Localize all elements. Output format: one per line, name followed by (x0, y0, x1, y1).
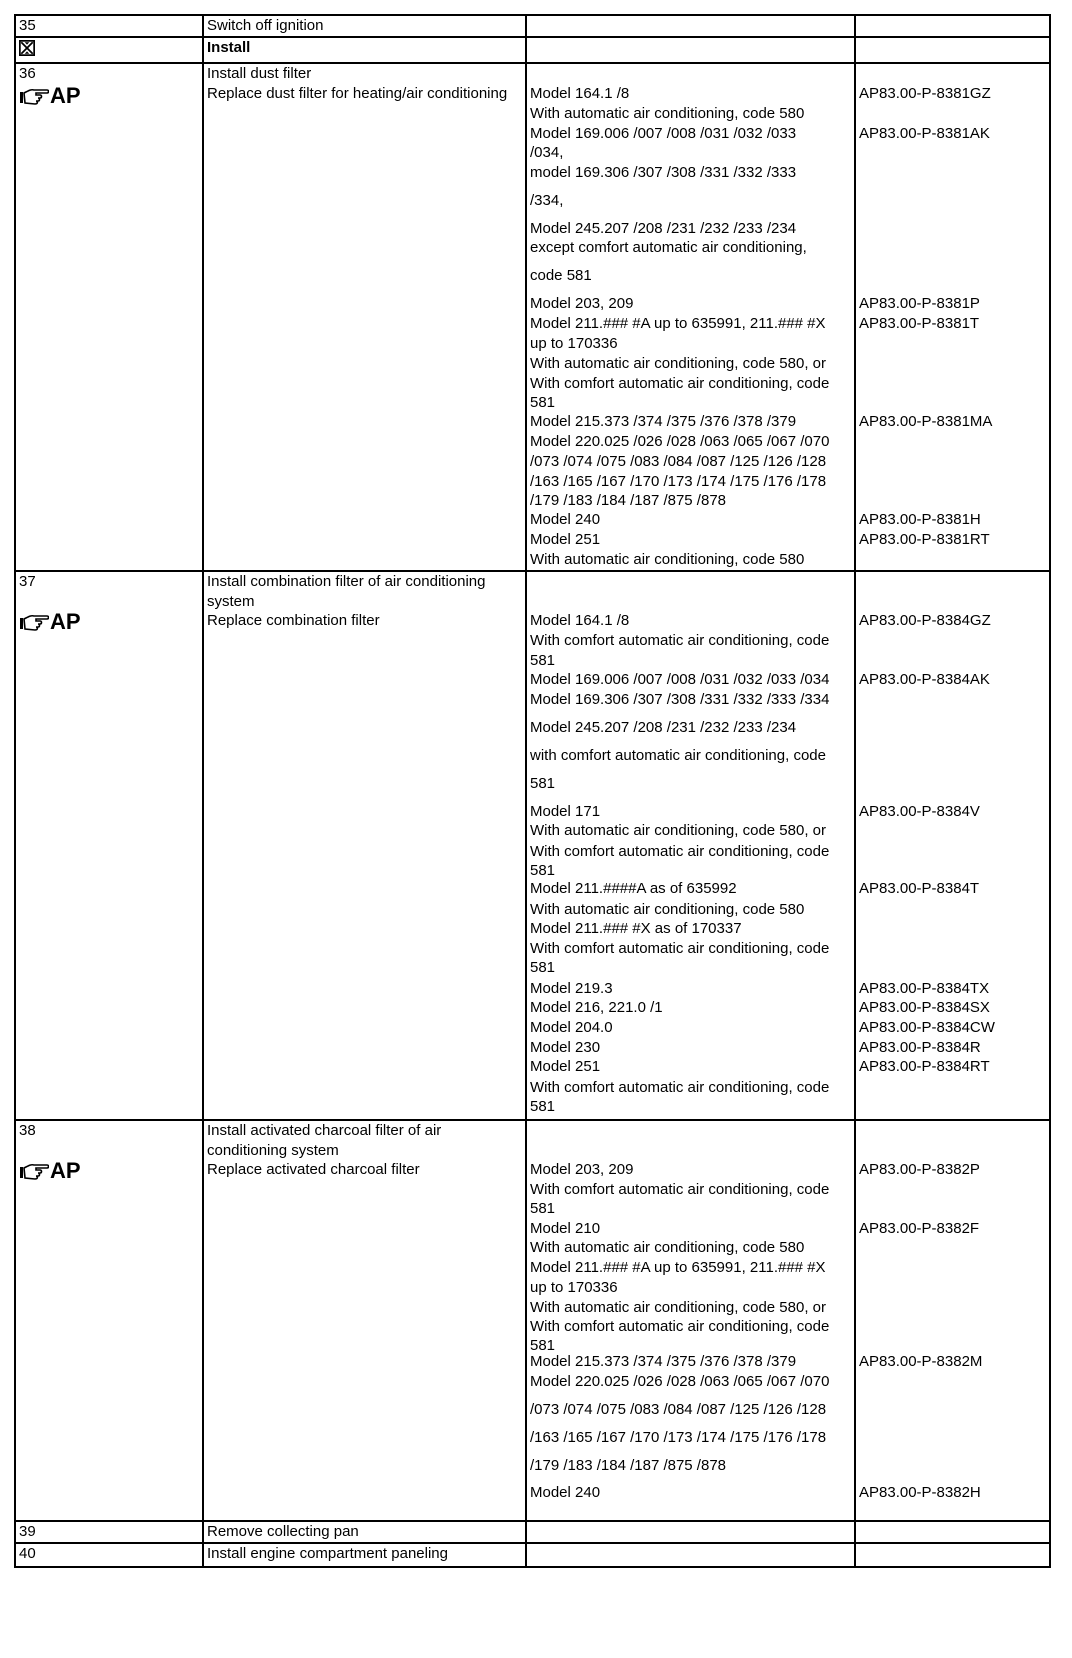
model-line: With comfort automatic air conditioning, code (530, 1318, 830, 1335)
model-line: Model 211.####A as of 635992 (530, 880, 737, 897)
model-line: With automatic air conditioning, code 580, or (530, 822, 826, 839)
model-cell (526, 63, 855, 571)
model-line: except comfort automatic air conditioning, (530, 239, 807, 256)
step-text: Remove collecting pan (203, 1521, 526, 1543)
model-line: Model 164.1 /8 (530, 612, 630, 629)
model-line: Model 240 (530, 1484, 601, 1501)
install-symbol-icon (19, 40, 35, 56)
model-line: Model 215.373 /374 /375 /376 /378 /379 (530, 413, 797, 430)
step-text: Switch off ignition (203, 15, 526, 37)
model-line: Model 251 (530, 1058, 601, 1075)
reference-cell (855, 1543, 1050, 1567)
model-line: Model 240 (530, 511, 601, 528)
step-number: 37 AP (15, 571, 203, 1120)
reference-code: AP83.00-P-8382M (859, 1353, 983, 1370)
step-text: Install engine compartment paneling (203, 1543, 526, 1567)
model-line: 581 (530, 1200, 556, 1217)
model-line: Model 164.1 /8 (530, 85, 630, 102)
pointing-hand-icon (19, 86, 49, 106)
model-line: Model 203, 209 (530, 295, 634, 312)
model-line: 581 (530, 394, 556, 411)
reference-cell (855, 1120, 1050, 1521)
model-line: Model 211.### #X as of 170337 (530, 920, 742, 937)
model-line: up to 170336 (530, 1279, 618, 1296)
reference-code: AP83.00-P-8381GZ (859, 85, 991, 102)
reference-code: AP83.00-P-8381RT (859, 531, 990, 548)
model-line: code 581 (530, 267, 592, 284)
step-number: 40 (15, 1543, 203, 1567)
model-line: Model 203, 209 (530, 1161, 634, 1178)
model-line: 581 (530, 1337, 556, 1354)
reference-code: AP83.00-P-8382F (859, 1220, 980, 1237)
ap-reference-marker: AP (19, 84, 81, 108)
model-line: /334, (530, 192, 564, 209)
model-line: /179 /183 /184 /187 /875 /878 (530, 492, 727, 509)
model-line: /073 /074 /075 /083 /084 /087 /125 /126 /128 (530, 453, 827, 470)
pointing-hand-icon (19, 612, 49, 632)
ap-reference-marker: AP (19, 610, 81, 634)
table-row (15, 63, 1050, 571)
reference-code: AP83.00-P-8382H (859, 1484, 981, 1501)
table-row (15, 571, 1050, 1120)
step-number (15, 37, 203, 63)
model-line: Model 211.### #A up to 635991, 211.### #X (530, 1259, 826, 1276)
model-line: With comfort automatic air conditioning, code (530, 375, 830, 392)
model-line: Model 210 (530, 1220, 601, 1237)
pointing-hand-icon (19, 1161, 49, 1181)
model-cell (526, 1521, 855, 1543)
model-line: With automatic air conditioning, code 580 (530, 1239, 805, 1256)
table-row (15, 1521, 1050, 1543)
model-line: /034, (530, 144, 564, 161)
model-line: Model 230 (530, 1039, 601, 1056)
model-line: Model 220.025 /026 /028 /063 /065 /067 /070 (530, 433, 830, 450)
model-line: Model 169.306 /307 /308 /331 /332 /333 /334 (530, 691, 830, 708)
reference-code: AP83.00-P-8384RT (859, 1058, 990, 1075)
table-row (15, 37, 1050, 63)
model-line: Model 169.006 /007 /008 /031 /032 /033 (530, 125, 797, 142)
model-line: Model 220.025 /026 /028 /063 /065 /067 /070 (530, 1373, 830, 1390)
reference-code: AP83.00-P-8381MA (859, 413, 993, 430)
table-row (15, 1120, 1050, 1521)
step-number: 36 AP (15, 63, 203, 571)
model-line: /073 /074 /075 /083 /084 /087 /125 /126 /128 (530, 1401, 827, 1418)
table-row (15, 15, 1050, 37)
reference-cell (855, 63, 1050, 571)
reference-cell (855, 37, 1050, 63)
model-line: With automatic air conditioning, code 580 (530, 901, 805, 918)
procedure-table (14, 14, 1051, 1568)
reference-code: AP83.00-P-8384SX (859, 999, 990, 1016)
model-line: Model 219.3 (530, 980, 613, 997)
step-number: 38 AP (15, 1120, 203, 1521)
model-line: 581 (530, 775, 556, 792)
reference-cell (855, 15, 1050, 37)
model-line: With automatic air conditioning, code 580 (530, 551, 805, 568)
reference-code: AP83.00-P-8384TX (859, 980, 990, 997)
model-line: With automatic air conditioning, code 580, or (530, 355, 826, 372)
reference-code: AP83.00-P-8384GZ (859, 612, 991, 629)
model-line: Model 245.207 /208 /231 /232 /233 /234 (530, 719, 797, 736)
reference-code: AP83.00-P-8381T (859, 315, 980, 332)
step-text: Install dust filter Replace dust filter for heating/air conditioning (203, 63, 526, 571)
model-line: Model 245.207 /208 /231 /232 /233 /234 (530, 220, 797, 237)
model-line: /179 /183 /184 /187 /875 /878 (530, 1457, 727, 1474)
step-number: 35 (15, 15, 203, 37)
model-line: Model 211.### #A up to 635991, 211.### #X (530, 315, 826, 332)
model-cell (526, 37, 855, 63)
table-row (15, 1543, 1050, 1567)
model-line: With automatic air conditioning, code 580, or (530, 1299, 826, 1316)
model-line: up to 170336 (530, 335, 618, 352)
reference-code: AP83.00-P-8381H (859, 511, 981, 528)
model-line: With comfort automatic air conditioning, code (530, 1181, 830, 1198)
reference-code: AP83.00-P-8381AK (859, 125, 990, 142)
model-line: 581 (530, 1098, 556, 1115)
model-line: with comfort automatic air conditioning, code (530, 747, 826, 764)
model-line: Model 169.006 /007 /008 /031 /032 /033 /034 (530, 671, 830, 688)
step-text: Install activated charcoal filter of air conditioning system Replace activated charcoal filter (203, 1120, 526, 1521)
model-line: 581 (530, 862, 556, 879)
ap-reference-marker: AP (19, 1159, 81, 1183)
reference-code: AP83.00-P-8384CW (859, 1019, 995, 1036)
reference-cell (855, 1521, 1050, 1543)
model-line: With comfort automatic air conditioning, code (530, 632, 830, 649)
model-line: 581 (530, 652, 556, 669)
procedure-page (14, 14, 1049, 1647)
model-line: 581 (530, 959, 556, 976)
model-line: Model 216, 221.0 /1 (530, 999, 663, 1016)
model-line: Model 204.0 (530, 1019, 613, 1036)
step-text: Install combination filter of air conditioning system Replace combination filter (203, 571, 526, 1120)
model-line: With automatic air conditioning, code 580 (530, 105, 805, 122)
model-cell (526, 15, 855, 37)
model-line: Model 215.373 /374 /375 /376 /378 /379 (530, 1353, 797, 1370)
reference-code: AP83.00-P-8384T (859, 880, 980, 897)
model-line: With comfort automatic air conditioning, code (530, 843, 830, 860)
step-text: Install (203, 37, 526, 63)
model-line: /163 /165 /167 /170 /173 /174 /175 /176 /178 (530, 473, 827, 490)
reference-code: AP83.00-P-8384AK (859, 671, 990, 688)
model-line: Model 171 (530, 803, 601, 820)
model-line: With comfort automatic air conditioning, code (530, 1079, 830, 1096)
model-cell (526, 1120, 855, 1521)
reference-code: AP83.00-P-8384R (859, 1039, 981, 1056)
model-line: /163 /165 /167 /170 /173 /174 /175 /176 /178 (530, 1429, 827, 1446)
reference-code: AP83.00-P-8382P (859, 1161, 980, 1178)
model-cell (526, 1543, 855, 1567)
model-cell (526, 571, 855, 1120)
model-line: Model 251 (530, 531, 601, 548)
reference-cell (855, 571, 1050, 1120)
model-line: model 169.306 /307 /308 /331 /332 /333 (530, 164, 797, 181)
step-number: 39 (15, 1521, 203, 1543)
reference-code: AP83.00-P-8381P (859, 295, 980, 312)
model-line: With comfort automatic air conditioning, code (530, 940, 830, 957)
reference-code: AP83.00-P-8384V (859, 803, 980, 820)
